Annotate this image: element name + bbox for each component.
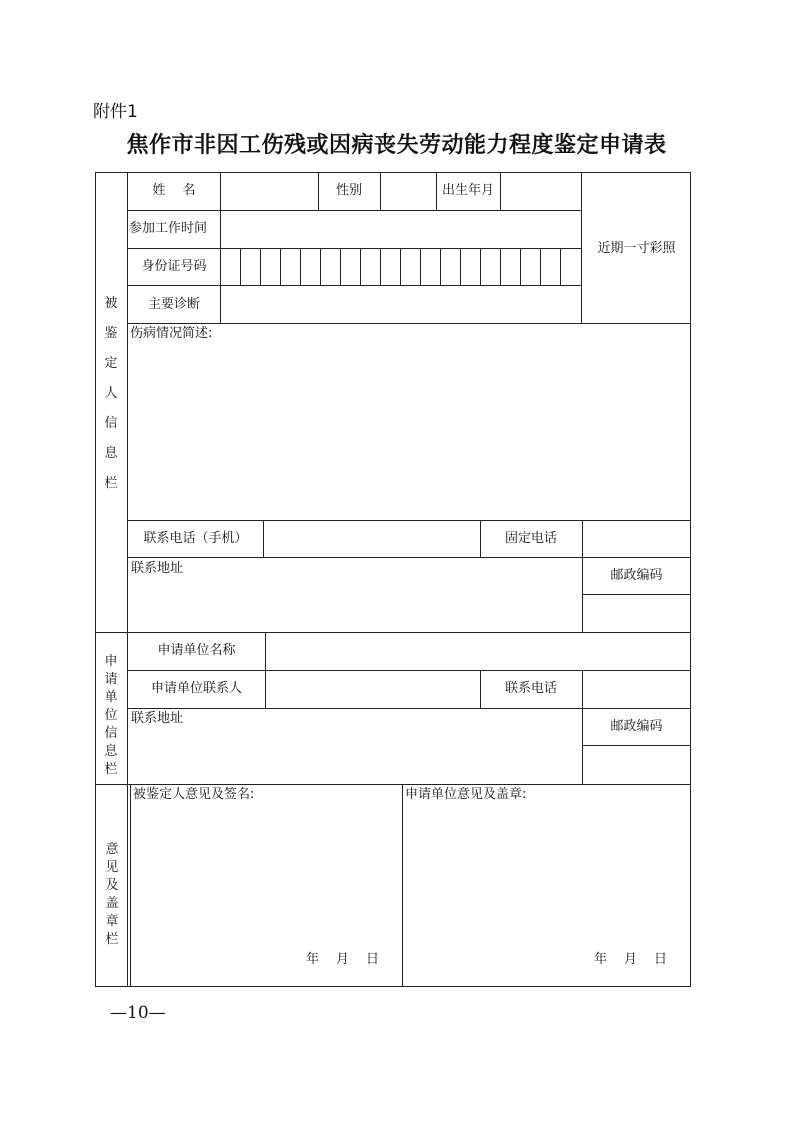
- id-digit-box: [360, 248, 361, 285]
- section-divider: [95, 784, 691, 785]
- id-digit-box: [240, 248, 241, 285]
- vertical-char: 位: [104, 708, 118, 723]
- birth-date-label: 出生年月: [441, 183, 494, 198]
- vertical-char: 人: [104, 386, 118, 401]
- cell-line: [220, 172, 221, 323]
- person-opinion-label: 被鉴定人意见及签名:: [133, 787, 255, 802]
- id-digit-box: [480, 248, 481, 285]
- id-digit-box: [400, 248, 401, 285]
- vertical-char: 章: [105, 914, 119, 929]
- vertical-char: 定: [104, 356, 118, 371]
- id-digit-box: [320, 248, 321, 285]
- landline-label: 固定电话: [504, 531, 557, 546]
- id-digit-box: [300, 248, 301, 285]
- vertical-char: 意: [105, 842, 119, 857]
- id-digit-box: [260, 248, 261, 285]
- section1-vertical-label: [101, 292, 121, 502]
- cell-line: [500, 172, 501, 210]
- vertical-char: 息: [104, 446, 118, 461]
- unit-contact-label: 申请单位联系人: [150, 681, 242, 696]
- photo-label: 近期一寸彩照: [597, 241, 676, 256]
- label-column-line: [127, 172, 128, 987]
- vertical-char: 栏: [105, 932, 119, 947]
- cell-line: [130, 784, 131, 987]
- vertical-char: 盖: [105, 896, 119, 911]
- section3-vertical-label: [102, 838, 122, 946]
- id-digit-box: [560, 248, 561, 285]
- cell-line: [263, 520, 264, 557]
- row-line: [582, 745, 691, 746]
- injury-description-label: 伤病情况简述:: [130, 326, 213, 341]
- id-digit-box: [380, 248, 381, 285]
- vertical-char: 单: [104, 690, 118, 705]
- id-digit-box: [420, 248, 421, 285]
- id-digit-box: [460, 248, 461, 285]
- cell-line: [265, 632, 266, 708]
- form-title: 焦作市非因工伤残或因病丧失劳动能力程度鉴定申请表: [126, 133, 667, 158]
- unit-name-label: 申请单位名称: [157, 643, 236, 658]
- vertical-char: 息: [104, 744, 118, 759]
- name-label: 姓 名: [152, 183, 196, 198]
- id-digit-box: [440, 248, 441, 285]
- unit-address-label: 联系地址: [131, 711, 184, 726]
- vertical-char: 被: [104, 296, 118, 311]
- row-line: [127, 285, 581, 286]
- unit-postcode-label: 邮政编码: [610, 719, 663, 734]
- id-digit-box: [280, 248, 281, 285]
- unit-opinion-label: 申请单位意见及盖章:: [405, 787, 527, 802]
- mobile-phone-label: 联系电话（手机）: [143, 531, 248, 546]
- vertical-char: 信: [104, 726, 118, 741]
- cell-line: [582, 520, 583, 557]
- row-line: [127, 248, 581, 249]
- vertical-char: 见: [105, 860, 119, 875]
- id-number-label: 身份证号码: [141, 259, 207, 274]
- vertical-char: 信: [104, 416, 118, 431]
- attachment-label: 附件1: [93, 102, 138, 122]
- vertical-char: 申: [104, 654, 118, 669]
- work-start-label: 参加工作时间: [129, 221, 208, 236]
- unit-date-label: 年 月 日: [594, 952, 670, 967]
- vertical-char: 栏: [104, 476, 118, 491]
- row-line: [127, 708, 691, 709]
- unit-phone-label: 联系电话: [504, 681, 557, 696]
- section-divider: [95, 632, 691, 633]
- id-digit-box: [340, 248, 341, 285]
- id-digit-box: [520, 248, 521, 285]
- address-label: 联系地址: [131, 561, 184, 576]
- diagnosis-label: 主要诊断: [147, 297, 200, 312]
- gender-label: 性别: [335, 183, 362, 198]
- id-digit-box: [500, 248, 501, 285]
- row-line: [127, 210, 581, 211]
- row-line: [127, 557, 691, 558]
- id-digit-box: [540, 248, 541, 285]
- vertical-char: 及: [105, 878, 119, 893]
- row-line: [127, 323, 691, 324]
- cell-line: [380, 172, 381, 210]
- postcode-label: 邮政编码: [610, 568, 663, 583]
- row-line: [127, 520, 691, 521]
- vertical-char: 请: [104, 672, 118, 687]
- vertical-char: 鉴: [104, 326, 118, 341]
- row-line: [582, 594, 691, 595]
- person-date-label: 年 月 日: [306, 952, 382, 967]
- page-number: —10—: [110, 1003, 166, 1023]
- row-line: [127, 670, 691, 671]
- vertical-char: 栏: [104, 762, 118, 777]
- cell-line: [402, 784, 403, 987]
- section2-vertical-label: [101, 650, 121, 776]
- cell-line: [582, 670, 583, 708]
